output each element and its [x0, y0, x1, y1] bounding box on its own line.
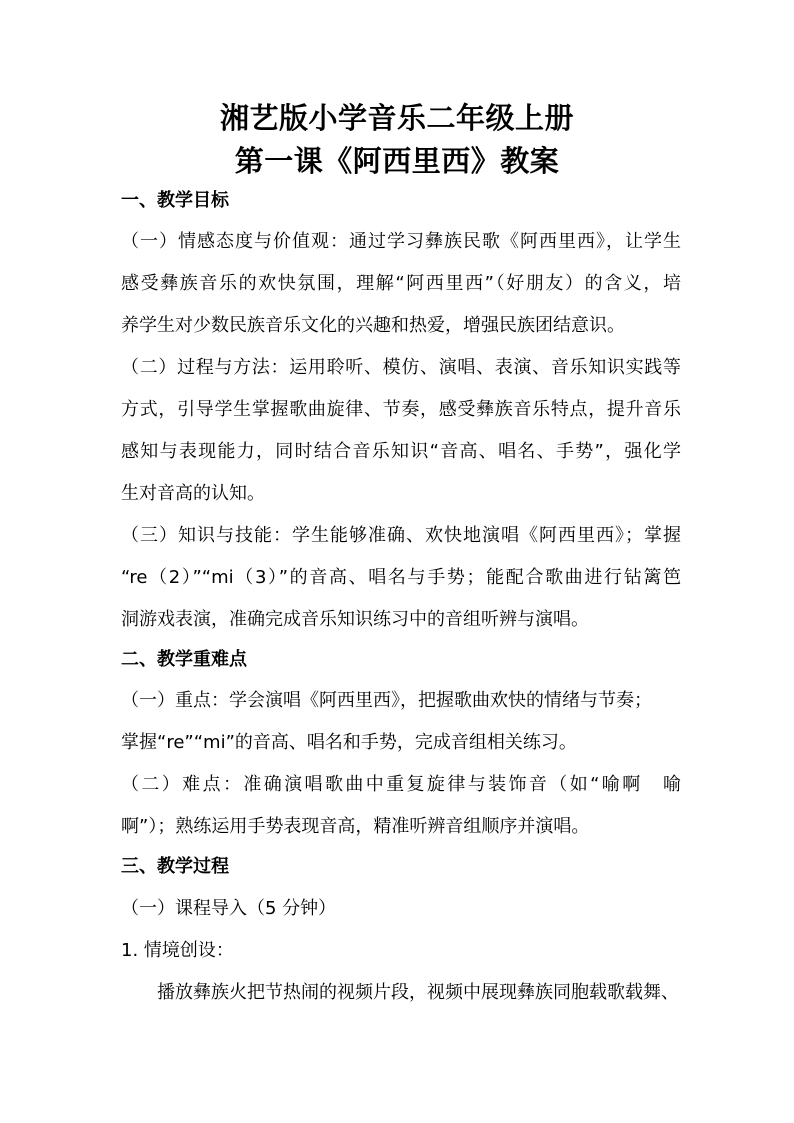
- section-heading-key-points: 二、教学重难点: [121, 649, 247, 670]
- paragraph-line: （三）知识与技能：学生能够准确、欢快地演唱《阿西里西》；掌握: [121, 525, 681, 546]
- paragraph-line: （一）情感态度与价值观：通过学习彝族民歌《阿西里西》，让学生: [121, 231, 681, 252]
- paragraph-line: 洞游戏表演，准确完成音乐知识练习中的音组听辨与演唱。: [121, 609, 589, 630]
- paragraph-line: （一）重点：学会演唱《阿西里西》，把握歌曲欢快的情绪与节奏；: [121, 690, 652, 711]
- paragraph-line: 啊”）；熟练运用手势表现音高，精准听辨音组顺序并演唱。: [121, 816, 590, 837]
- section-heading-objectives: 一、教学目标: [121, 190, 229, 211]
- document-title-line-1: 湘艺版小学音乐二年级上册: [219, 101, 574, 135]
- paragraph-line: 播放彝族火把节热闹的视频片段，视频中展现彝族同胞载歌载舞、: [157, 982, 679, 1003]
- paragraph-line: 养学生对少数民族音乐文化的兴趣和热爱，增强民族团结意识。: [121, 315, 625, 336]
- section-heading-process: 三、教学过程: [121, 856, 229, 877]
- paragraph-line: 方式，引导学生掌握歌曲旋律、节奏，感受彝族音乐特点，提升音乐: [121, 399, 681, 420]
- paragraph-line: 感知与表现能力，同时结合音乐知识“音高、唱名、手势”，强化学: [121, 441, 681, 462]
- step-label: 1. 情境创设：: [121, 940, 234, 961]
- document-title-line-2: 第一课《阿西里西》教案: [234, 144, 560, 178]
- paragraph-line: 感受彝族音乐的欢快氛围，理解“阿西里西”（好朋友）的含义，培: [121, 273, 681, 294]
- paragraph-line: （二）难点：准确演唱歌曲中重复旋律与装饰音（如“喻啊 喻: [121, 774, 681, 795]
- paragraph-line: 生对音高的认知。: [121, 483, 265, 504]
- paragraph-line: 掌握“re”“mi”的音高、唱名和手势，完成音组相关练习。: [121, 732, 577, 753]
- paragraph-line: （二）过程与方法：运用聆听、模仿、演唱、表演、音乐知识实践等: [121, 357, 681, 378]
- paragraph-line: “re（2）”“mi（3）”的音高、唱名与手势；能配合歌曲进行钻篱笆: [121, 567, 681, 588]
- subsection-heading: （一）课程导入（5 分钟）: [121, 898, 337, 919]
